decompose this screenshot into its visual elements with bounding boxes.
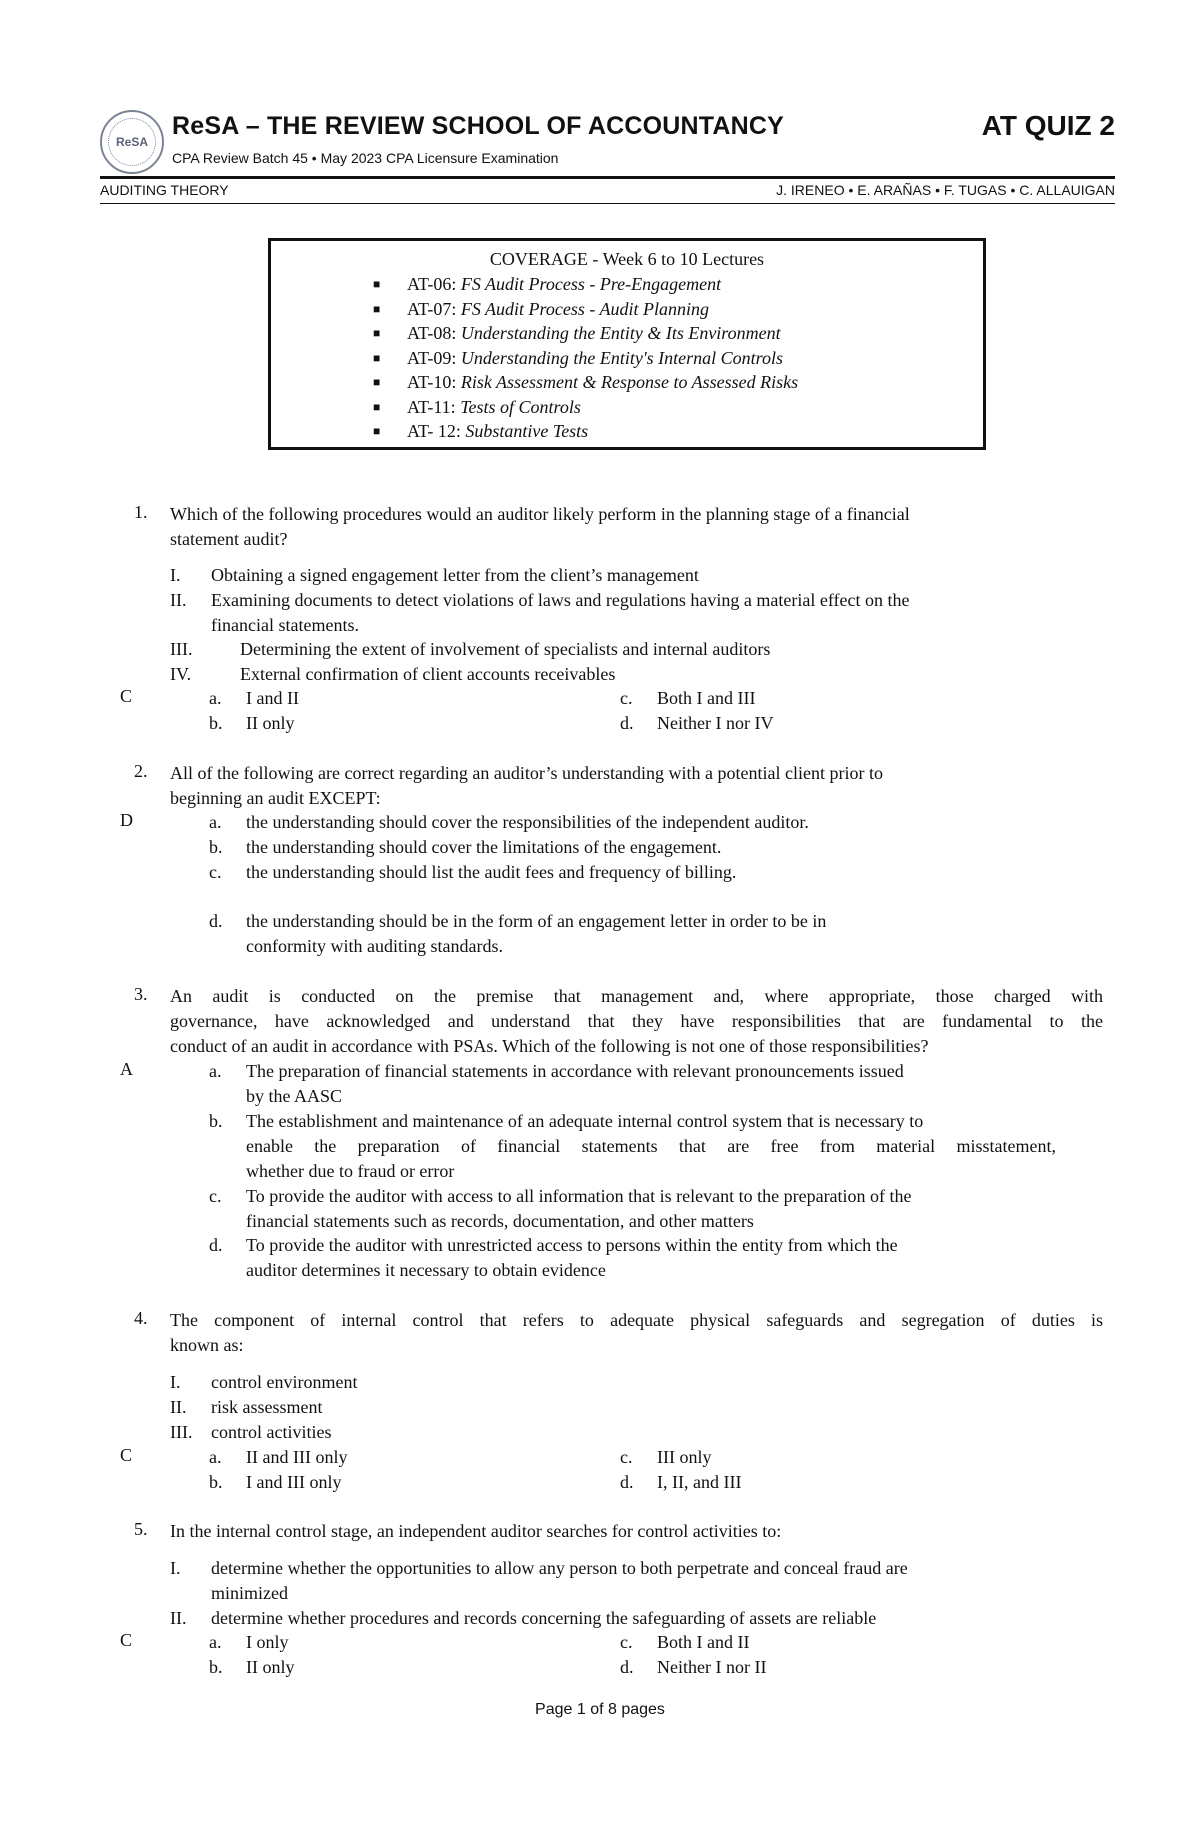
coverage-code: AT-08: — [407, 323, 457, 343]
answer-key: C — [120, 1445, 133, 1465]
coverage-item — [271, 272, 983, 297]
question-number: 1. — [134, 502, 148, 522]
bullet-icon: ■ — [373, 375, 381, 389]
question-stem: beginning an audit EXCEPT: — [170, 788, 381, 808]
answer-key: C — [120, 1630, 133, 1650]
statement-text: minimized — [211, 1583, 288, 1603]
question-number: 3. — [134, 984, 148, 1004]
choice-letter: d. — [620, 1472, 634, 1492]
choice-letter: a. — [209, 1447, 222, 1467]
choice-text: enable the preparation of financial statements that are free from material misstatement, — [246, 1136, 1056, 1156]
question-number: 4. — [134, 1308, 148, 1328]
header-divider — [100, 176, 1115, 179]
choice-text: The establishment and maintenance of an adequate internal control system that is necessary to — [246, 1111, 924, 1131]
statement-text: Obtaining a signed engagement letter from the client’s management — [211, 565, 699, 585]
choice-letter: b. — [209, 837, 223, 857]
coverage-item — [271, 395, 983, 420]
coverage-box — [268, 238, 986, 450]
statement-text: financial statements. — [211, 615, 359, 635]
choice-letter: a. — [209, 1061, 222, 1081]
choice-text: II only — [246, 1657, 295, 1677]
roman-numeral: I. — [170, 1558, 181, 1578]
coverage-item — [271, 419, 983, 444]
coverage-title: COVERAGE - Week 6 to 10 Lectures — [489, 249, 765, 269]
coverage-topic: Understanding the Entity's Internal Controls — [460, 347, 784, 368]
coverage-code: AT-09: — [407, 347, 457, 368]
choice-text: auditor determines it necessary to obtain evidence — [246, 1260, 606, 1280]
choice-letter: b. — [209, 1657, 223, 1677]
bullet-icon: ■ — [373, 277, 381, 291]
coverage-item — [271, 346, 983, 371]
choice-text: the understanding should be in the form of an engagement letter in order to be in — [246, 911, 827, 931]
choice-text: Both I and II — [657, 1632, 750, 1652]
coverage-list — [271, 272, 983, 444]
school-seal-icon — [100, 110, 164, 174]
choice-text: II only — [246, 713, 295, 733]
coverage-topic: Risk Assessment & Response to Assessed Risks — [460, 372, 799, 392]
review-batch: CPA Review Batch 45 • May 2023 CPA Licensure Examination — [172, 150, 559, 166]
choice-text: I and II — [246, 688, 299, 708]
choice-text: conformity with auditing standards. — [246, 936, 503, 956]
statement-text: risk assessment — [211, 1397, 323, 1417]
choice-letter: c. — [209, 862, 222, 882]
question-stem: All of the following are correct regarding an auditor’s understanding with a potential client prior to — [170, 763, 883, 783]
coverage-topic: Substantive Tests — [465, 421, 589, 441]
choice-letter: c. — [620, 688, 633, 708]
roman-numeral: I. — [170, 565, 181, 585]
choice-letter: c. — [620, 1447, 633, 1467]
statement-text: External confirmation of client accounts receivables — [240, 664, 616, 684]
coverage-code: AT- 12: — [407, 421, 461, 441]
answer-key: D — [120, 810, 133, 830]
authors-list: J. IRENEO • E. ARAÑAS • F. TUGAS • C. ALLAUIGAN — [776, 182, 1115, 198]
choice-letter: d. — [620, 713, 634, 733]
bullet-icon: ■ — [373, 424, 381, 438]
roman-numeral: II. — [170, 1397, 187, 1417]
choice-letter: b. — [209, 713, 223, 733]
answer-key: A — [120, 1059, 133, 1079]
coverage-item — [271, 297, 983, 322]
question-number: 2. — [134, 761, 148, 781]
statement-text: control activities — [211, 1422, 332, 1442]
question-stem: known as: — [170, 1335, 244, 1355]
roman-numeral: II. — [170, 590, 187, 610]
choice-letter: b. — [209, 1111, 223, 1131]
roman-numeral: III. — [170, 1422, 193, 1442]
choice-text: I, II, and III — [657, 1472, 742, 1492]
roman-numeral: IV. — [170, 664, 192, 684]
question-number: 5. — [134, 1519, 148, 1539]
question-stem: Which of the following procedures would an auditor likely perform in the planning stage of a financial — [170, 504, 910, 524]
coverage-code: AT-06: — [407, 274, 457, 294]
choice-letter: d. — [209, 1235, 223, 1255]
statement-text: Determining the extent of involvement of specialists and internal auditors — [240, 639, 771, 659]
page-footer: Page 1 of 8 pages — [535, 1701, 665, 1718]
statement-text: Examining documents to detect violations of laws and regulations having a material effect on the — [211, 590, 910, 610]
choice-letter: c. — [209, 1186, 222, 1206]
choice-letter: b. — [209, 1472, 223, 1492]
choice-text: To provide the auditor with access to all information that is relevant to the preparation of the — [246, 1186, 912, 1206]
coverage-topic: Tests of Controls — [460, 396, 581, 417]
roman-numeral: III. — [170, 639, 193, 659]
choice-letter: a. — [209, 1632, 222, 1652]
seal-label: ReSA — [108, 118, 156, 166]
choice-letter: d. — [209, 911, 223, 931]
coverage-code: AT-11: — [407, 396, 456, 417]
question-stem: An audit is conducted on the premise that management and, where appropriate, those charged with — [170, 986, 1103, 1006]
choice-text: whether due to fraud or error — [246, 1161, 455, 1181]
subject-name: AUDITING THEORY — [100, 182, 229, 198]
bullet-icon: ■ — [373, 326, 381, 340]
choice-text: by the AASC — [246, 1086, 343, 1106]
statement-text: determine whether the opportunities to allow any person to both perpetrate and conceal fraud are — [211, 1558, 908, 1578]
quiz-title: AT QUIZ 2 — [981, 110, 1115, 141]
coverage-code: AT-10: — [407, 372, 457, 392]
choice-letter: c. — [620, 1632, 633, 1652]
choice-text: I only — [246, 1632, 289, 1652]
question-stem: In the internal control stage, an independent auditor searches for control activities to: — [170, 1521, 782, 1541]
choice-letter: d. — [620, 1657, 634, 1677]
roman-numeral: II. — [170, 1608, 187, 1628]
bullet-icon: ■ — [373, 301, 381, 316]
answer-key: C — [120, 686, 133, 706]
choice-text: Neither I nor IV — [657, 713, 774, 733]
choice-text: To provide the auditor with unrestricted access to persons within the entity from which the — [246, 1235, 898, 1255]
question-stem: statement audit? — [170, 529, 288, 549]
question-stem: governance, have acknowledged and understand that they have responsibilities that are fundamental to the — [170, 1011, 1103, 1031]
choice-text: Both I and III — [657, 688, 756, 708]
coverage-item — [271, 321, 983, 346]
coverage-topic: FS Audit Process - Pre-Engagement — [460, 274, 722, 294]
choice-text: the understanding should cover the responsibilities of the independent auditor. — [246, 812, 809, 832]
bullet-icon: ■ — [373, 350, 381, 365]
choice-text: the understanding should cover the limitations of the engagement. — [246, 837, 722, 857]
roman-numeral: I. — [170, 1372, 181, 1392]
statement-text: control environment — [211, 1372, 358, 1392]
choice-text: II and III only — [246, 1447, 348, 1467]
page-header — [100, 110, 1115, 205]
choice-text: III only — [657, 1447, 712, 1467]
header-underline — [100, 203, 1115, 204]
choice-text: I and III only — [246, 1472, 342, 1492]
choice-text: The preparation of financial statements in accordance with relevant pronouncements issued — [246, 1061, 904, 1081]
choice-letter: a. — [209, 812, 222, 832]
choice-text: the understanding should list the audit fees and frequency of billing. — [246, 862, 737, 882]
coverage-topic: FS Audit Process - Audit Planning — [460, 298, 709, 319]
choice-letter: a. — [209, 688, 222, 708]
question-stem: The component of internal control that refers to adequate physical safeguards and segregation of duties is — [170, 1310, 1103, 1330]
coverage-code: AT-07: — [407, 298, 457, 319]
coverage-item — [271, 370, 983, 395]
question-stem: conduct of an audit in accordance with PSAs. Which of the following is not one of those responsibilities? — [170, 1036, 929, 1056]
statement-text: determine whether procedures and records concerning the safeguarding of assets are reliable — [211, 1608, 877, 1628]
bullet-icon: ■ — [373, 399, 381, 414]
choice-text: Neither I nor II — [657, 1657, 767, 1677]
coverage-topic: Understanding the Entity & Its Environment — [460, 323, 781, 343]
school-name: ReSA – THE REVIEW SCHOOL OF ACCOUNTANCY — [172, 112, 785, 140]
choice-text: financial statements such as records, documentation, and other matters — [246, 1211, 754, 1231]
